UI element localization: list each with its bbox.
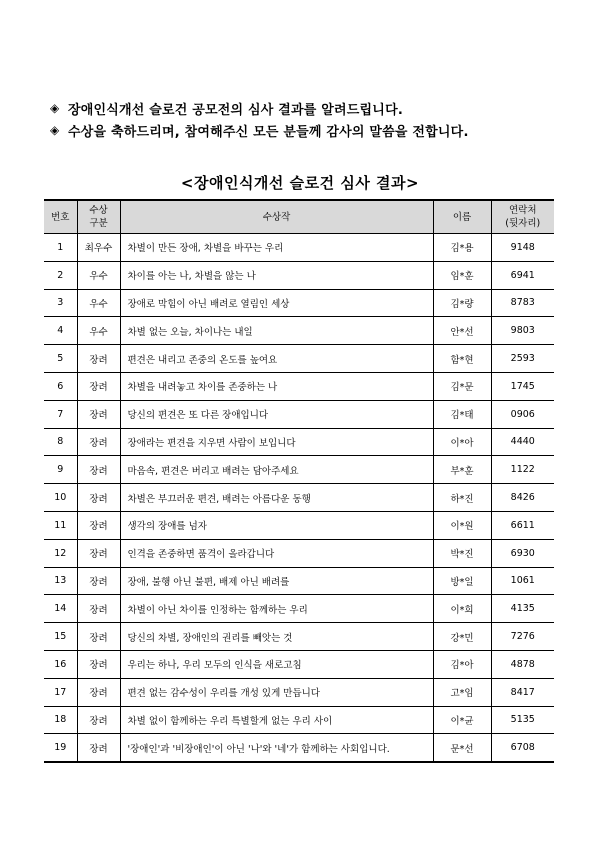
cell-number: 6 xyxy=(44,372,77,400)
cell-contact: 8426 xyxy=(491,484,554,512)
cell-contact: 1122 xyxy=(491,456,554,484)
table-row xyxy=(44,234,554,262)
table-row xyxy=(44,317,554,345)
cell-contact: 1061 xyxy=(491,567,554,595)
cell-entry: 차별이 만든 장애, 차별을 바꾸는 우리 xyxy=(120,234,433,262)
table-row xyxy=(44,289,554,317)
cell-contact: 6611 xyxy=(491,511,554,539)
cell-entry: 당신의 차별, 장애인의 권리를 빼앗는 것 xyxy=(120,623,433,651)
table-row xyxy=(44,372,554,400)
cell-number: 16 xyxy=(44,650,77,678)
cell-name: 이*균 xyxy=(433,706,491,734)
cell-entry: 인격을 존중하면 품격이 올라갑니다 xyxy=(120,539,433,567)
cell-entry: 차별이 아닌 차이를 인정하는 함께하는 우리 xyxy=(120,595,433,623)
cell-award: 장려 xyxy=(77,372,120,400)
cell-award: 장려 xyxy=(77,484,120,512)
cell-contact: 6941 xyxy=(491,261,554,289)
cell-number: 9 xyxy=(44,456,77,484)
cell-contact: 9148 xyxy=(491,234,554,262)
cell-name: 이*희 xyxy=(433,595,491,623)
cell-entry: 우리는 하나, 우리 모두의 인식을 새로고침 xyxy=(120,650,433,678)
cell-name: 임*훈 xyxy=(433,261,491,289)
header-award xyxy=(77,200,120,234)
cell-name: 방*일 xyxy=(433,567,491,595)
cell-contact: 6708 xyxy=(491,734,554,762)
cell-contact: 2593 xyxy=(491,345,554,373)
header-no: 번호 xyxy=(44,200,77,234)
cell-award: 우수 xyxy=(77,261,120,289)
cell-number: 14 xyxy=(44,595,77,623)
cell-contact: 0906 xyxy=(491,400,554,428)
cell-award: 장려 xyxy=(77,400,120,428)
cell-number: 5 xyxy=(44,345,77,373)
cell-contact: 7276 xyxy=(491,623,554,651)
cell-number: 18 xyxy=(44,706,77,734)
cell-award: 최우수 xyxy=(77,234,120,262)
header-contact-line2: (뒷자리) xyxy=(505,218,541,229)
header-award-line1: 수상 xyxy=(89,205,108,216)
table-row xyxy=(44,456,554,484)
cell-contact: 8783 xyxy=(491,289,554,317)
cell-name: 고*임 xyxy=(433,678,491,706)
table-row xyxy=(44,345,554,373)
cell-entry: 생각의 장애를 넘자 xyxy=(120,511,433,539)
header-name: 이름 xyxy=(433,200,491,234)
table-header-row xyxy=(44,200,554,234)
cell-entry: 장애라는 편견을 지우면 사람이 보입니다 xyxy=(120,428,433,456)
cell-entry: '장애인'과 '비장애인'이 아닌 '나'와 '네'가 함께하는 사회입니다. xyxy=(120,734,433,762)
notice-line xyxy=(50,97,570,119)
table-row xyxy=(44,261,554,289)
table-row xyxy=(44,567,554,595)
cell-award: 장려 xyxy=(77,567,120,595)
table-row xyxy=(44,400,554,428)
header-contact xyxy=(491,200,554,234)
cell-award: 장려 xyxy=(77,706,120,734)
cell-entry: 편견은 내리고 존중의 온도를 높여요 xyxy=(120,345,433,373)
cell-contact: 4440 xyxy=(491,428,554,456)
cell-name: 하*진 xyxy=(433,484,491,512)
table-row xyxy=(44,484,554,512)
cell-name: 함*현 xyxy=(433,345,491,373)
table-row xyxy=(44,595,554,623)
table-body xyxy=(44,234,554,763)
header-contact-line1: 연락처 xyxy=(508,205,537,216)
cell-name: 이*원 xyxy=(433,511,491,539)
cell-award: 장려 xyxy=(77,595,120,623)
cell-name: 김*량 xyxy=(433,289,491,317)
notice-text: 수상을 축하드리며, 참여해주신 모든 분들께 감사의 말씀을 전합니다. xyxy=(68,124,469,140)
cell-award: 장려 xyxy=(77,345,120,373)
cell-entry: 차별을 내려놓고 차이를 존중하는 나 xyxy=(120,372,433,400)
table-row xyxy=(44,734,554,762)
cell-contact: 1745 xyxy=(491,372,554,400)
cell-award: 우수 xyxy=(77,289,120,317)
cell-entry: 당신의 편견은 또 다른 장애입니다 xyxy=(120,400,433,428)
cell-name: 부*훈 xyxy=(433,456,491,484)
table-row xyxy=(44,623,554,651)
cell-number: 10 xyxy=(44,484,77,512)
cell-contact: 6930 xyxy=(491,539,554,567)
cell-name: 박*진 xyxy=(433,539,491,567)
cell-award: 장려 xyxy=(77,511,120,539)
cell-award: 장려 xyxy=(77,539,120,567)
cell-number: 12 xyxy=(44,539,77,567)
cell-award: 우수 xyxy=(77,317,120,345)
cell-contact: 9803 xyxy=(491,317,554,345)
notice-text: 장애인식개선 슬로건 공모전의 심사 결과를 알려드립니다. xyxy=(68,102,403,118)
cell-award: 장려 xyxy=(77,456,120,484)
table-row xyxy=(44,706,554,734)
cell-name: 김*용 xyxy=(433,234,491,262)
cell-contact: 8417 xyxy=(491,678,554,706)
notice-line xyxy=(50,119,570,141)
cell-contact: 4135 xyxy=(491,595,554,623)
cell-entry: 장애, 불행 아닌 불편, 배제 아닌 배려를 xyxy=(120,567,433,595)
cell-name: 안*선 xyxy=(433,317,491,345)
cell-name: 김*문 xyxy=(433,372,491,400)
cell-contact: 4878 xyxy=(491,650,554,678)
cell-number: 1 xyxy=(44,234,77,262)
cell-number: 11 xyxy=(44,511,77,539)
cell-name: 김*아 xyxy=(433,650,491,678)
cell-award: 장려 xyxy=(77,428,120,456)
cell-award: 장려 xyxy=(77,650,120,678)
cell-entry: 편견 없는 감수성이 우리를 개성 있게 만듭니다 xyxy=(120,678,433,706)
cell-entry: 차별 없는 오늘, 차이나는 내일 xyxy=(120,317,433,345)
table-row xyxy=(44,511,554,539)
cell-entry: 장애로 막힘이 아닌 배려로 열림인 세상 xyxy=(120,289,433,317)
cell-entry: 차별은 부끄러운 편견, 배려는 아름다운 동행 xyxy=(120,484,433,512)
cell-number: 19 xyxy=(44,734,77,762)
cell-award: 장려 xyxy=(77,623,120,651)
cell-entry: 차별 없이 함께하는 우리 특별할게 없는 우리 사이 xyxy=(120,706,433,734)
cell-entry: 마음속, 편견은 버리고 배려는 담아주세요 xyxy=(120,456,433,484)
cell-name: 문*선 xyxy=(433,734,491,762)
cell-name: 이*아 xyxy=(433,428,491,456)
notice-list xyxy=(50,97,570,141)
table-row xyxy=(44,539,554,567)
results-table xyxy=(44,199,554,763)
header-award-line2: 구분 xyxy=(89,218,108,229)
cell-number: 8 xyxy=(44,428,77,456)
table-title: <장애인식개선 슬로건 심사 결과> xyxy=(180,174,420,192)
cell-award: 장려 xyxy=(77,678,120,706)
diamond-bullet-icon: ◈ xyxy=(50,101,60,115)
cell-number: 4 xyxy=(44,317,77,345)
cell-award: 장려 xyxy=(77,734,120,762)
header-entry: 수상작 xyxy=(120,200,433,234)
diamond-bullet-icon: ◈ xyxy=(50,123,60,137)
table-row xyxy=(44,428,554,456)
cell-number: 7 xyxy=(44,400,77,428)
cell-name: 강*민 xyxy=(433,623,491,651)
cell-number: 13 xyxy=(44,567,77,595)
cell-entry: 차이를 아는 나, 차별을 않는 나 xyxy=(120,261,433,289)
cell-number: 2 xyxy=(44,261,77,289)
cell-name: 김*태 xyxy=(433,400,491,428)
table-row xyxy=(44,650,554,678)
table-row xyxy=(44,678,554,706)
cell-number: 17 xyxy=(44,678,77,706)
cell-contact: 5135 xyxy=(491,706,554,734)
cell-number: 3 xyxy=(44,289,77,317)
cell-number: 15 xyxy=(44,623,77,651)
